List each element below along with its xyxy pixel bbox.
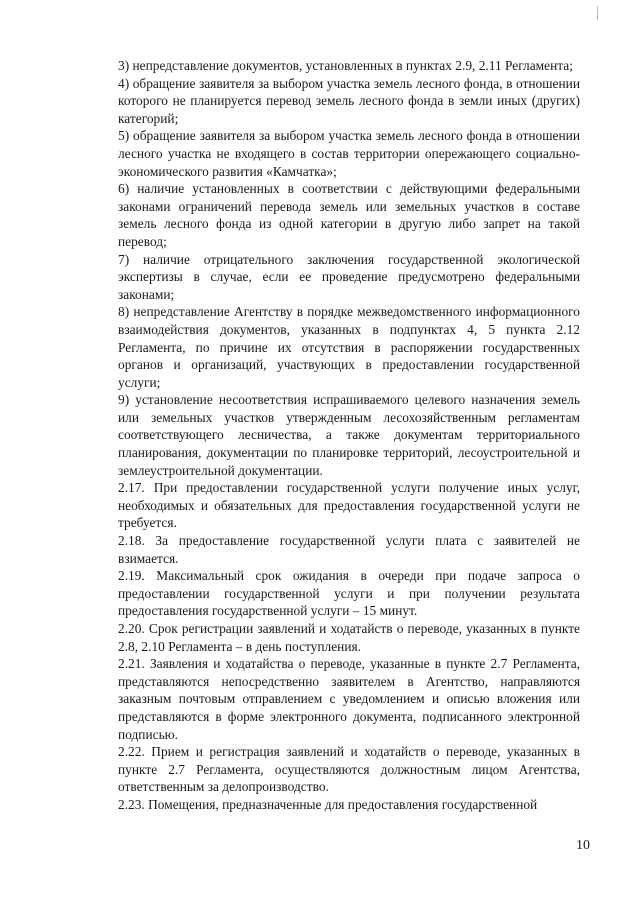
paragraph-item-7: 7) наличие отрицательного заключения государственной экологической экспертизы в случае, если ее проведение предусмотрено федеральными законами;: [118, 251, 580, 302]
paragraph-2-19: 2.19. Максимальный срок ожидания в очереди при подаче запроса о предоставлении государственной услуги и при получении результата предоставления государственной услуги – 15 минут.: [118, 568, 580, 619]
paragraph-item-4: 4) обращение заявителя за выбором участка земель лесного фонда, в отношении которого не планируется перевод земель лесного фонда в земли иных (других) категорий;: [118, 75, 580, 126]
paragraph-item-9: 9) установление несоответствия испрашиваемого целевого назначения земель или земельных участков утвержденным лесохозяйственным регламентам соответствующего лесничества, а также документам территориального планирования, документации по планировке территорий, лесоустроительной и землеустроительной документации.: [118, 392, 580, 478]
paragraph-item-6: 6) наличие установленных в соответствии с действующими федеральными законами ограничений перевода земель или земельных участков в составе земель лесного фонда из одной категории в другую либо запрет на такой перевод;: [118, 181, 580, 249]
paragraph-2-18: 2.18. За предоставление государственной услуги плата с заявителей не взимается.: [118, 533, 580, 566]
paragraph-2-23: 2.23. Помещения, предназначенные для предоставления государственной: [118, 796, 538, 812]
page-number: 10: [576, 838, 590, 853]
paragraph-item-8: 8) непредставление Агентству в порядке межведомственного информационного взаимодействия документов, указанных в подпунктах 4, 5 пункта 2.12 Регламента, по причине их отсутствия в распоряжении государственных органов и организаций, участвующих в предоставлении государственной услуги;: [118, 304, 580, 390]
scan-artifact-mark: [597, 6, 598, 20]
document-body: [118, 57, 580, 814]
paragraph-2-17: 2.17. При предоставлении государственной услуги получение иных услуг, необходимых и обязательных для предоставления государственной услуги не требуется.: [118, 480, 580, 531]
paragraph-item-3: 3) непредставление документов, установленных в пунктах 2.9, 2.11 Регламента;: [118, 58, 573, 73]
paragraph-2-20: 2.20. Срок регистрации заявлений и ходатайств о переводе, указанных в пункте 2.8, 2.10 Регламента – в день поступления.: [118, 621, 580, 654]
paragraph-2-22: 2.22. Прием и регистрация заявлений и ходатайств о переводе, указанных в пункте 2.7 Регламента, осуществляются должностным лицом Агентства, ответственным за делопроизводство.: [118, 744, 580, 795]
paragraph-2-21: 2.21. Заявления и ходатайства о переводе, указанные в пункте 2.7 Регламента, представляются непосредственно заявителем в Агентство, направляются заказным почтовым отправлением с уведомлением и описью вложения или представляются в форме электронного документа, подписанного электронной подписью.: [118, 656, 580, 742]
paragraph-item-5: 5) обращение заявителя за выбором участка земель лесного фонда в отношении лесного участка не входящего в состав территории опережающего социально-экономического развития «Камчатка»;: [118, 128, 580, 179]
